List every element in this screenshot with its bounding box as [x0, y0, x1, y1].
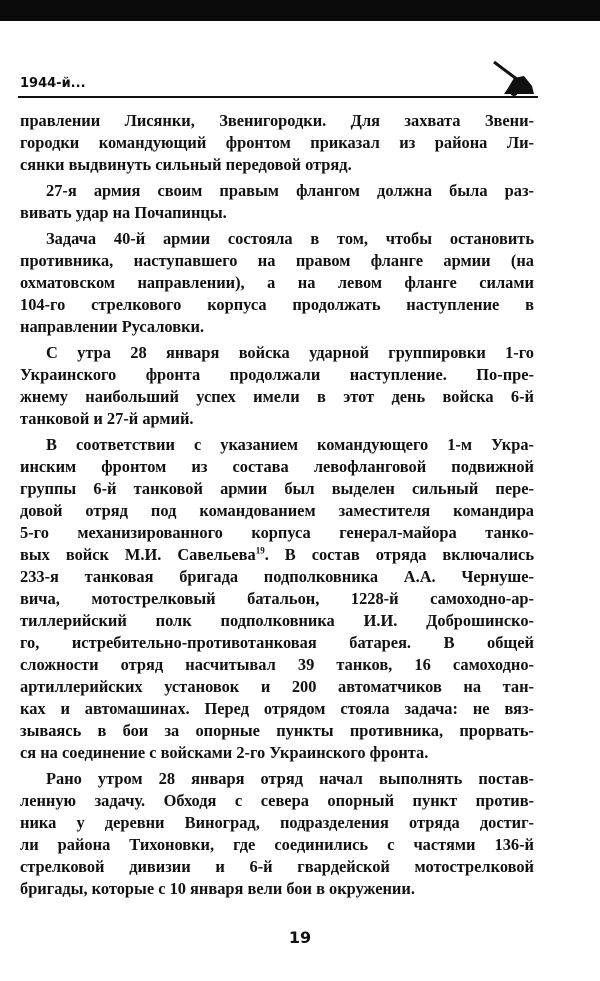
text-line-content: ся на соединение с войсками 2-го Украинского фронта.: [20, 743, 429, 762]
text-line-content: стрелковой дивизии и 6-й гвардейской мотострелковой: [20, 857, 534, 876]
text-line: [20, 812, 534, 834]
text-line: [20, 856, 534, 878]
text-line: [20, 316, 534, 338]
text-line-content: ках и автомашинах. Перед отрядом стояла задача: не вяз-: [20, 699, 534, 718]
text-line: [20, 154, 534, 176]
text-line-content: инским фронтом из состава левофланговой подвижной: [20, 457, 534, 476]
text-line: [20, 522, 534, 544]
text-line-content: охматовском направлении), а на левом фланге силами: [20, 273, 534, 292]
text-line: [20, 364, 534, 386]
text-line: [20, 250, 534, 272]
artillery-gun-icon: [488, 58, 538, 98]
text-line-content: жнему наибольший успех имели в этот день войска 6-й: [20, 387, 534, 406]
text-line: [20, 632, 534, 654]
text-line-content: В соответствии с указанием командующего 1-м Укра-: [46, 435, 534, 454]
text-line-content: 104-го стрелкового корпуса продолжать наступление в: [20, 295, 534, 314]
text-line-content: вивать удар на Почапинцы.: [20, 203, 227, 222]
text-line: [20, 742, 534, 764]
page-number: 19: [288, 928, 312, 947]
text-line: [20, 434, 534, 456]
text-line-content: го, истребительно-противотанковая батарея. В общей: [20, 633, 534, 652]
text-line: [20, 342, 534, 364]
text-line-content: бригады, которые с 10 января вели бои в окружении.: [20, 879, 415, 898]
text-line: [20, 768, 534, 790]
text-line: [20, 588, 534, 610]
running-title: 1944-й...: [20, 76, 86, 91]
text-line-content: противника, наступавшего на правом фланге армии (на: [20, 251, 534, 270]
text-line: [20, 544, 534, 566]
text-line-content: С утра 28 января войска ударной группировки 1-го: [46, 343, 534, 362]
text-line: [20, 110, 534, 132]
scan-top-bar: [0, 0, 600, 21]
text-line: [20, 180, 534, 202]
page-body-text: [20, 110, 534, 900]
text-line-content: правлении Лисянки, Звенигородки. Для захвата Звени-: [20, 111, 534, 130]
text-line: [20, 878, 534, 900]
text-line: [20, 272, 534, 294]
text-line-content: Рано утром 28 января отряд начал выполнять постав-: [46, 769, 534, 788]
text-line-content: сянки выдвинуть сильный передовой отряд.: [20, 155, 352, 174]
text-line-content: Украинского фронта продолжали наступление. По-пре-: [20, 365, 534, 384]
text-line: [20, 228, 534, 250]
text-line: [20, 478, 534, 500]
text-line: [20, 654, 534, 676]
text-line: [20, 132, 534, 154]
text-line: [20, 790, 534, 812]
text-line-content: довой отряд под командованием заместителя командира: [20, 501, 534, 520]
text-line-content: артиллерийских установок и 200 автоматчиков на тан-: [20, 677, 534, 696]
text-line-content: зываясь в бои за опорные пункты противника, прорвать-: [20, 721, 534, 740]
text-line: [20, 500, 534, 522]
text-line-content: вича, мотострелковый батальон, 1228-й самоходно-ар-: [20, 589, 534, 608]
text-line: [20, 698, 534, 720]
text-line-content: танковой и 27-й армий.: [20, 409, 194, 428]
text-line-content: направлении Русаловки.: [20, 317, 205, 336]
footnote-ref[interactable]: 19: [255, 545, 265, 556]
text-line: [20, 676, 534, 698]
text-line-content: Задача 40-й армии состояла в том, чтобы остановить: [46, 229, 534, 248]
text-line-content: сложности отряд насчитывал 39 танков, 16 самоходно-: [20, 655, 534, 674]
text-line-content: вых войск М.И. Савельева: [20, 545, 256, 564]
text-line-content: тиллерийский полк подполковника И.И. Доброшинско-: [20, 611, 534, 630]
text-line-content: городки командующий фронтом приказал из района Ли-: [20, 133, 534, 152]
text-line-content: ленную задачу. Обходя с севера опорный пункт против-: [20, 791, 534, 810]
text-line: [20, 386, 534, 408]
text-line-content: . В состав отряда включались: [264, 545, 534, 564]
text-line-content: группы 6-й танковой армии был выделен сильный пере-: [20, 479, 534, 498]
text-line: [20, 834, 534, 856]
header-rule: [18, 96, 538, 98]
text-line-content: 233-я танковая бригада подполковника А.А. Чернуше-: [20, 567, 534, 586]
text-line: [20, 720, 534, 742]
text-line-content: ника у деревни Виноград, подразделения отряда достиг-: [20, 813, 534, 832]
text-line-content: 27-я армия своим правым флангом должна была раз-: [46, 181, 534, 200]
text-line: [20, 566, 534, 588]
text-line: [20, 294, 534, 316]
text-line-content: 5-го механизированного корпуса генерал-майора танко-: [20, 523, 534, 542]
text-line: [20, 408, 534, 430]
text-line-content: ли района Тихоновки, где соединились с частями 136-й: [20, 835, 534, 854]
text-line: [20, 202, 534, 224]
text-line: [20, 456, 534, 478]
text-line: [20, 610, 534, 632]
